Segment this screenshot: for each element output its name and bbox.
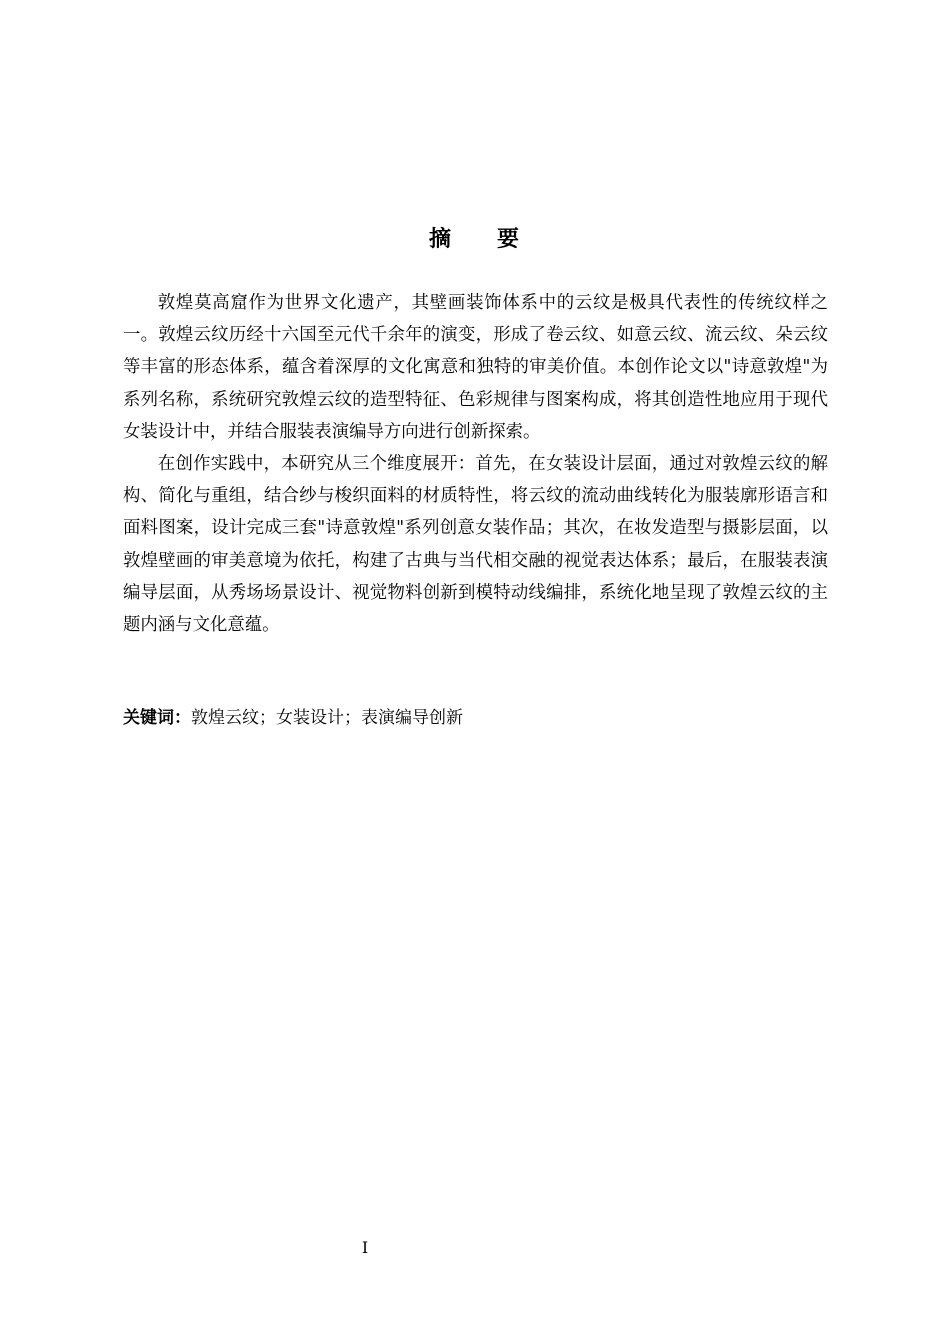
heading-char-1: 摘 (428, 227, 453, 252)
heading-char-2: 要 (497, 227, 522, 252)
abstract-heading (0, 224, 950, 256)
keywords-text: 敦煌云纹；女装设计；表演编导创新 (191, 708, 463, 728)
abstract-paragraph-1: 敦煌莫高窟作为世界文化遗产，其壁画装饰体系中的云纹是极具代表性的传统纹样之一。敦煌云纹历经十六国至元代千余年的演变，形成了卷云纹、如意云纹、流云纹、朵云纹等丰富的形态体系，蕴含着深厚的文化寓意和独特的审美价值。本创作论文以"诗意敦煌"为系列名称，系统研究敦煌云纹的造型特征、色彩规律与图案构成，将其创造性地应用于现代女装设计中，并结合服装表演编导方向进行创新探索。 (123, 293, 828, 442)
abstract-paragraph-2: 在创作实践中，本研究从三个维度展开：首先，在女装设计层面，通过对敦煌云纹的解构、简化与重组，结合纱与梭织面料的材质特性，将云纹的流动曲线转化为服装廓形语言和面料图案，设计完成三套"诗意敦煌"系列创意女装作品；其次，在妆发造型与摄影层面，以敦煌壁画的审美意境为依托，构建了古典与当代相交融的视觉表达体系；最后，在服装表演编导层面，从秀场场景设计、视觉物料创新到模特动线编排，系统化地呈现了敦煌云纹的主题内涵与文化意蕴。 (123, 454, 828, 636)
page-number: I (361, 1238, 369, 1257)
keywords-line (123, 703, 828, 733)
keywords-label: 关键词： (123, 708, 191, 728)
abstract-body (123, 287, 828, 641)
